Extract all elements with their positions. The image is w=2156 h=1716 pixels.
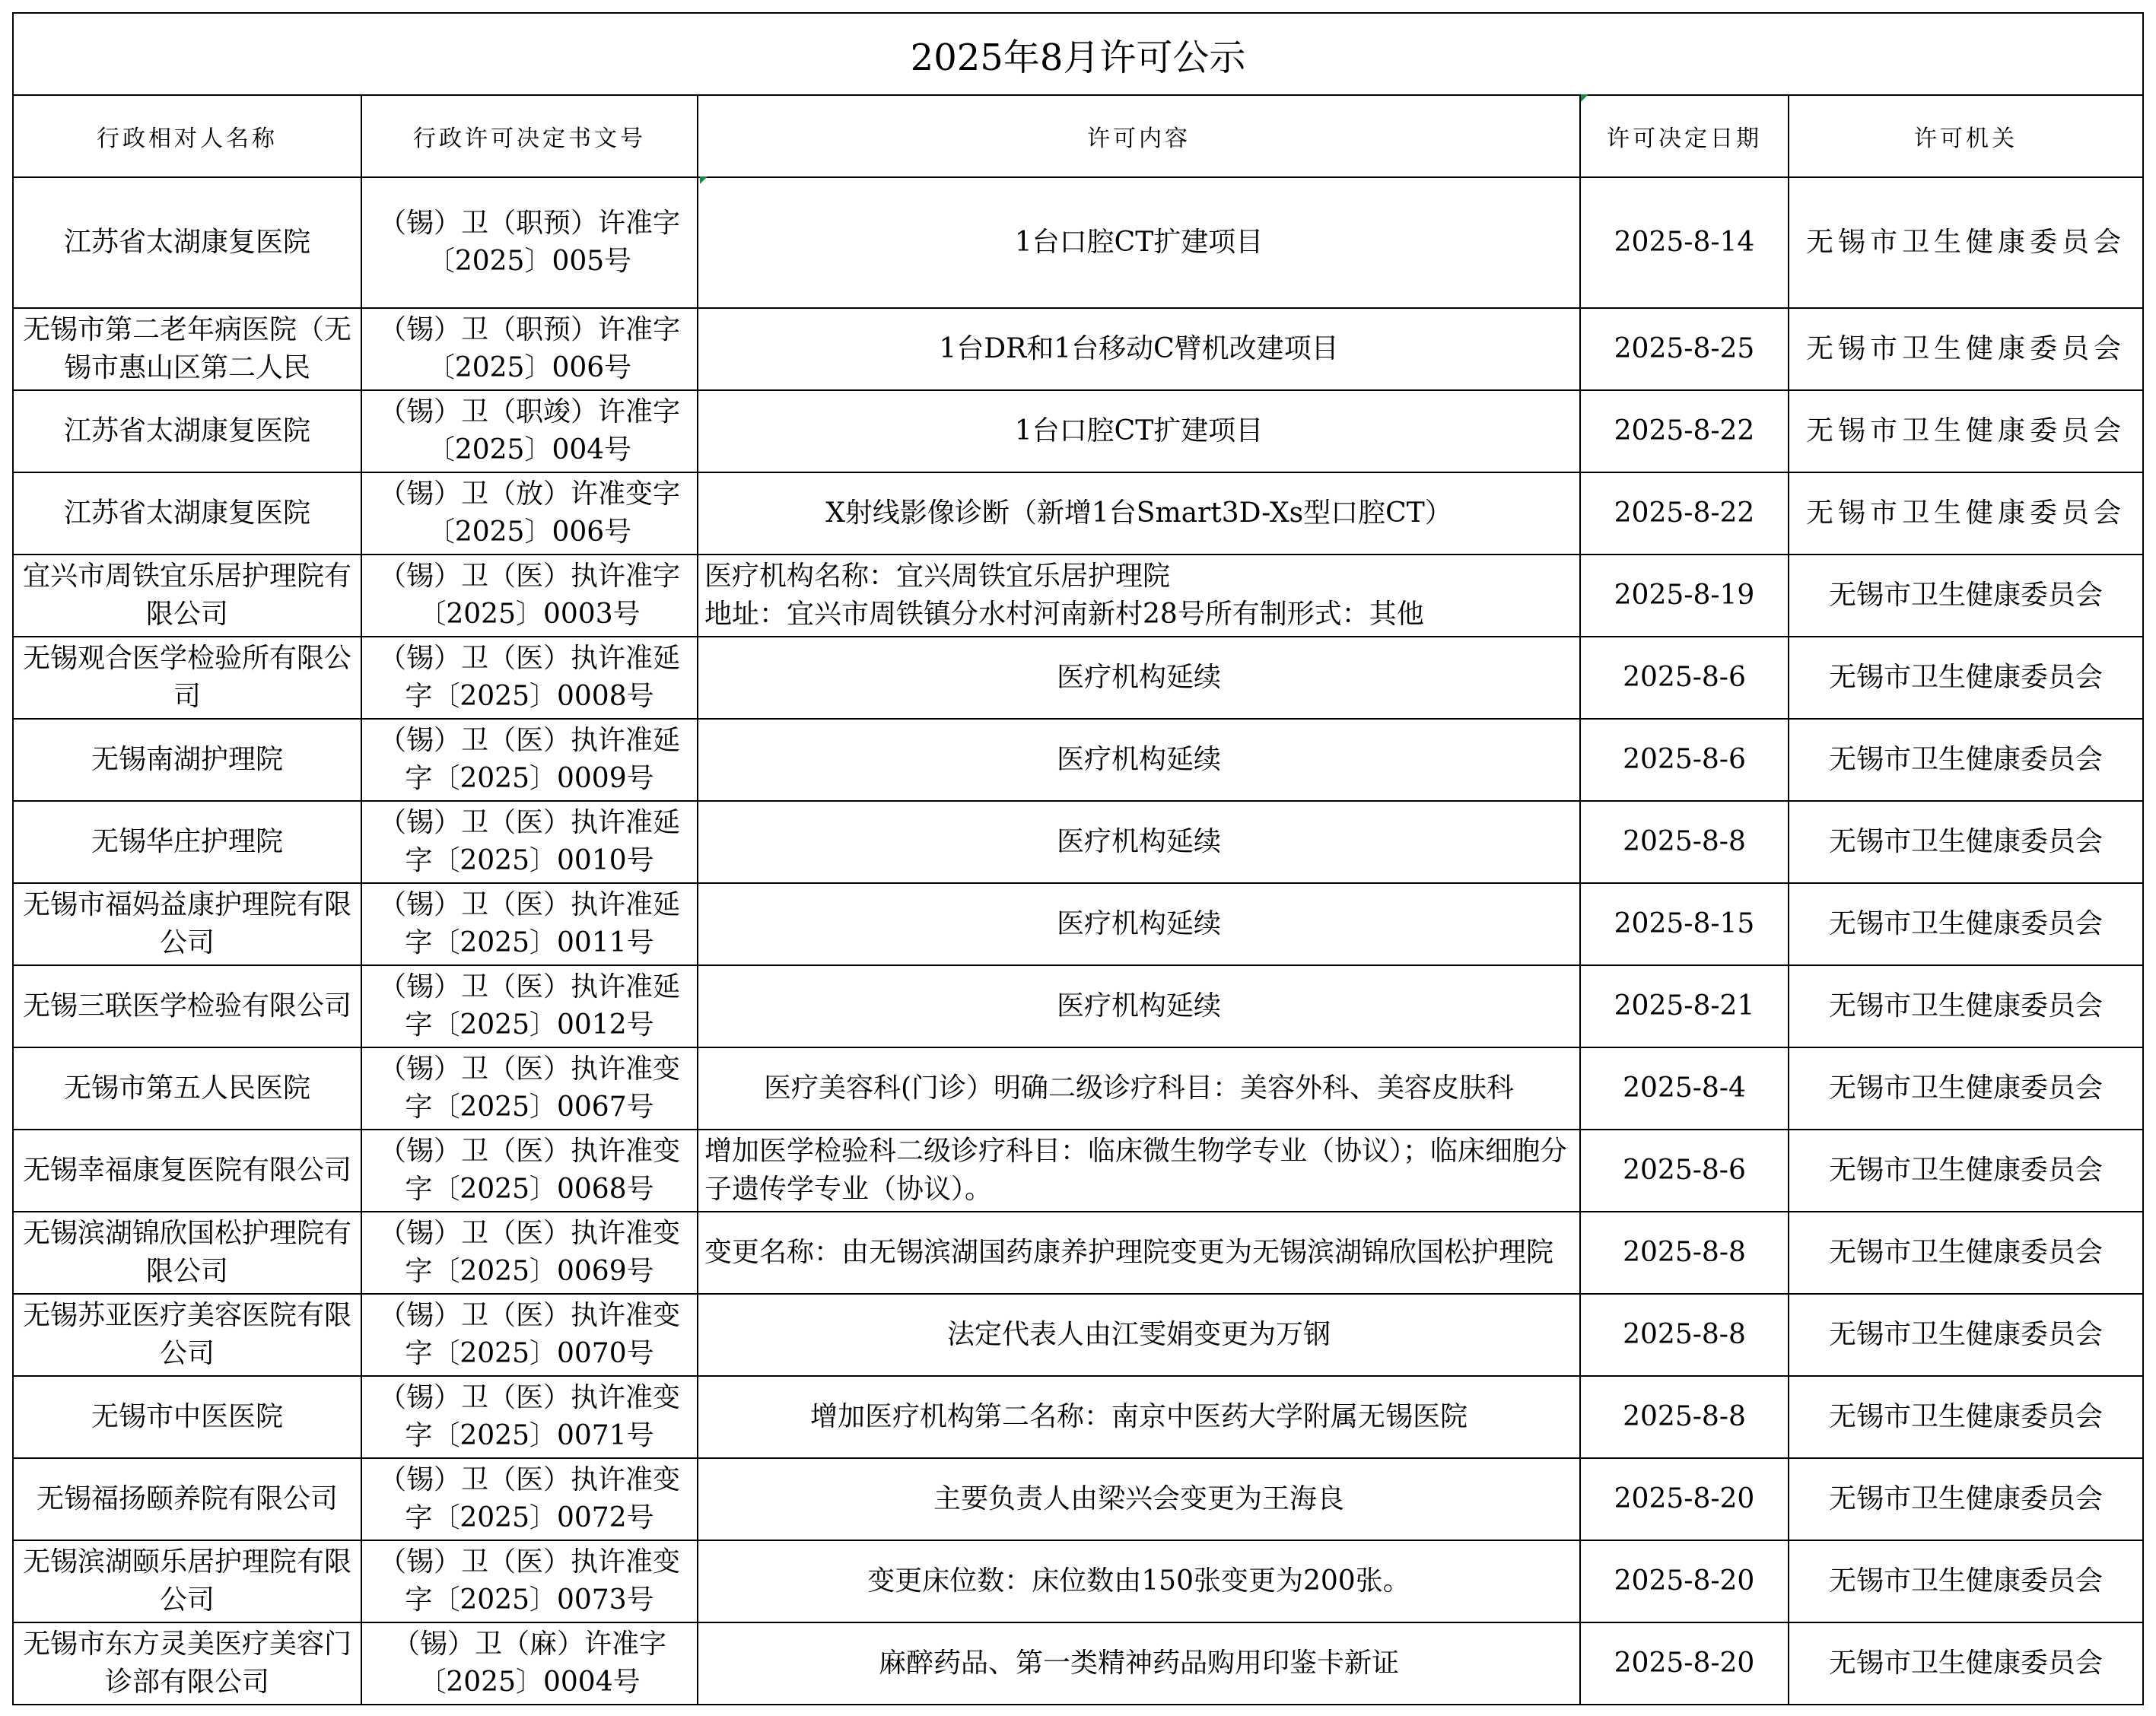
cell-party-name [13, 1458, 361, 1540]
cell-authority-text: 无锡市卫生健康委员会 [1829, 1565, 2104, 1597]
cell-decision-number [361, 1130, 698, 1212]
cell-decision-number [361, 177, 698, 308]
permit-content-line: 变更床位数：床位数由150张变更为200张。 [867, 1565, 1410, 1597]
cell-authority [1789, 1294, 2143, 1376]
cell-decision-date [1580, 965, 1789, 1047]
permit-content-text [704, 1644, 1573, 1683]
cell-decision-number [361, 883, 698, 965]
permit-content-line: 主要负责人由梁兴会变更为王海良 [933, 1483, 1344, 1514]
cell-decision-number-text: （锡）卫（医）执许准变字〔2025〕0070号 [378, 1300, 680, 1369]
cell-permit-content [698, 883, 1580, 965]
cell-party-name [13, 1622, 361, 1705]
cell-party-name-text: 无锡市中医医院 [91, 1401, 283, 1432]
table-row [13, 883, 2143, 965]
permit-content-line: X射线影像诊断（新增1台Smart3D-Xs型口腔CT） [825, 497, 1452, 529]
permit-content-line: 1台DR和1台移动C臂机改建项目 [939, 333, 1339, 364]
col-header-content: 许可内容 [698, 95, 1580, 177]
cell-party-name [13, 883, 361, 965]
cell-authority-text: 无锡市卫生健康委员会 [1829, 1319, 2104, 1350]
cell-decision-number [361, 1294, 698, 1376]
permit-content-text [704, 1562, 1573, 1600]
cell-party-name-text: 无锡滨湖颐乐居护理院有限公司 [22, 1546, 351, 1616]
cell-permit-content [698, 1212, 1580, 1294]
cell-authority [1789, 1130, 2143, 1212]
cell-permit-content [698, 308, 1580, 390]
cell-party-name-text: 无锡三联医学检验有限公司 [22, 990, 351, 1022]
permit-content-line: 医疗机构延续 [1056, 908, 1221, 939]
cell-permit-content [698, 1294, 1580, 1376]
permit-content-text [704, 1133, 1573, 1209]
cell-authority [1789, 177, 2143, 308]
cell-authority-text: 无锡市卫生健康委员会 [1829, 1648, 2104, 1679]
cell-permit-content [698, 1458, 1580, 1540]
cell-party-name-text: 无锡市福妈益康护理院有限公司 [22, 889, 351, 958]
cell-authority [1789, 1212, 2143, 1294]
cell-permit-content [698, 719, 1580, 801]
permit-content-line: 1台口腔CT扩建项目 [1014, 415, 1264, 446]
col-header-doc: 行政许可决定书文号 [361, 95, 698, 177]
cell-decision-date-text: 2025-8-6 [1623, 1155, 1746, 1186]
cell-party-name [13, 308, 361, 390]
cell-decision-date [1580, 637, 1789, 719]
cell-permit-content [698, 1130, 1580, 1212]
cell-authority [1789, 1047, 2143, 1130]
cell-decision-date [1580, 883, 1789, 965]
cell-decision-number-text: （锡）卫（职预）许准字〔2025〕005号 [378, 208, 680, 277]
cell-party-name [13, 472, 361, 555]
cell-decision-date-text: 2025-8-20 [1614, 1483, 1755, 1514]
table-row [13, 637, 2143, 719]
cell-authority-text: 无锡市卫生健康委员会 [1829, 1483, 2104, 1514]
permit-content-line: 医疗机构延续 [1056, 990, 1221, 1022]
cell-decision-date-text: 2025-8-25 [1614, 333, 1755, 364]
cell-authority-text: 无锡市卫生健康委员会 [1829, 826, 2104, 857]
table-row [13, 390, 2143, 472]
cell-decision-date [1580, 1540, 1789, 1622]
permit-content-line: 增加医疗机构第二名称：南京中医药大学附属无锡医院 [809, 1401, 1468, 1432]
cell-decision-date-text: 2025-8-8 [1623, 1237, 1746, 1268]
permit-content-text [704, 1069, 1573, 1107]
permit-content-text [704, 1480, 1573, 1518]
cell-authority [1789, 1540, 2143, 1622]
cell-comment-marker [700, 176, 708, 184]
cell-decision-number [361, 719, 698, 801]
table-row [13, 1130, 2143, 1212]
cell-authority [1789, 390, 2143, 472]
col-header-date: 许可决定日期 [1580, 95, 1789, 177]
table-row [13, 1376, 2143, 1458]
cell-authority [1789, 801, 2143, 883]
cell-authority-text: 无锡市卫生健康委员会 [1829, 744, 2104, 775]
cell-authority-text: 无锡市卫生健康委员会 [1806, 497, 2126, 529]
cell-party-name-text: 宜兴市周铁宜乐居护理院有限公司 [22, 561, 351, 630]
permit-content-text [704, 224, 1573, 262]
cell-party-name-text: 江苏省太湖康复医院 [63, 415, 310, 446]
cell-decision-date [1580, 1212, 1789, 1294]
cell-party-name-text: 无锡市第五人民医院 [63, 1072, 310, 1104]
cell-decision-date-text: 2025-8-6 [1623, 744, 1746, 775]
cell-authority [1789, 1458, 2143, 1540]
cell-authority [1789, 883, 2143, 965]
cell-party-name-text: 江苏省太湖康复医院 [63, 497, 310, 529]
table-row [13, 1294, 2143, 1376]
cell-decision-date-text: 2025-8-20 [1614, 1648, 1755, 1679]
table-row [13, 965, 2143, 1047]
col-header-name: 行政相对人名称 [13, 95, 361, 177]
permit-content-text [704, 494, 1573, 532]
cell-permit-content [698, 637, 1580, 719]
cell-authority [1789, 965, 2143, 1047]
cell-party-name [13, 719, 361, 801]
cell-decision-date [1580, 177, 1789, 308]
table-row [13, 1047, 2143, 1130]
permit-content-line: 增加医学检验科二级诊疗科目：临床微生物学专业（协议）；临床细胞分子遗传学专业（协议）。 [704, 1136, 1568, 1205]
cell-decision-number [361, 637, 698, 719]
table-row [13, 555, 2143, 637]
cell-decision-date [1580, 719, 1789, 801]
table-row [13, 1458, 2143, 1540]
cell-party-name-text: 无锡观合医学检验所有限公司 [22, 643, 351, 712]
cell-decision-date [1580, 801, 1789, 883]
table-row [13, 177, 2143, 308]
permit-content-line: 麻醉药品、第一类精神药品购用印鉴卡新证 [878, 1648, 1399, 1679]
cell-decision-number [361, 801, 698, 883]
cell-decision-number-text: （锡）卫（麻）许准字〔2025〕0004号 [392, 1629, 666, 1698]
cell-party-name [13, 1212, 361, 1294]
cell-permit-content [698, 1047, 1580, 1130]
cell-decision-number-text: （锡）卫（医）执许准字〔2025〕0003号 [378, 561, 680, 630]
cell-decision-number [361, 1540, 698, 1622]
permit-content-text [704, 1316, 1573, 1354]
cell-decision-number [361, 390, 698, 472]
cell-decision-date [1580, 555, 1789, 637]
cell-decision-number-text: （锡）卫（医）执许准延字〔2025〕0012号 [378, 971, 680, 1041]
table-row [13, 801, 2143, 883]
table-row [13, 1622, 2143, 1705]
cell-authority-text: 无锡市卫生健康委员会 [1829, 1072, 2104, 1104]
table-row [13, 1212, 2143, 1294]
cell-authority [1789, 719, 2143, 801]
cell-permit-content [698, 390, 1580, 472]
cell-party-name-text: 无锡市第二老年病医院（无锡市惠山区第二人民 [22, 314, 351, 383]
title-row [13, 13, 2143, 95]
permit-content-text [704, 905, 1573, 943]
cell-decision-number-text: （锡）卫（医）执许准变字〔2025〕0069号 [378, 1218, 680, 1287]
cell-decision-number [361, 1458, 698, 1540]
cell-authority-text: 无锡市卫生健康委员会 [1806, 415, 2126, 446]
cell-party-name [13, 177, 361, 308]
permit-sheet [12, 12, 2142, 1705]
permit-content-text [704, 412, 1573, 450]
permit-content-text [704, 659, 1573, 697]
cell-party-name-text: 无锡市东方灵美医疗美容门诊部有限公司 [22, 1629, 351, 1698]
cell-decision-date [1580, 1294, 1789, 1376]
cell-party-name [13, 965, 361, 1047]
cell-authority [1789, 472, 2143, 555]
permit-content-line: 法定代表人由江雯娟变更为万钢 [946, 1319, 1331, 1350]
permit-content-line: 1台口腔CT扩建项目 [1014, 227, 1264, 258]
cell-authority-text: 无锡市卫生健康委员会 [1829, 662, 2104, 693]
cell-decision-number-text: （锡）卫（医）执许准延字〔2025〕0009号 [378, 725, 680, 794]
cell-permit-content [698, 1540, 1580, 1622]
cell-decision-date [1580, 1047, 1789, 1130]
cell-authority [1789, 555, 2143, 637]
cell-authority-text: 无锡市卫生健康委员会 [1829, 1237, 2104, 1268]
cell-decision-date-text: 2025-8-19 [1614, 580, 1755, 611]
cell-decision-number [361, 1212, 698, 1294]
permit-content-text [704, 558, 1573, 634]
permit-content-line: 医疗机构延续 [1056, 744, 1221, 775]
cell-decision-date-text: 2025-8-4 [1623, 1072, 1746, 1104]
cell-decision-date-text: 2025-8-22 [1614, 415, 1755, 446]
col-header-org: 许可机关 [1789, 95, 2143, 177]
cell-decision-number-text: （锡）卫（医）执许准延字〔2025〕0008号 [378, 643, 680, 712]
cell-decision-date-text: 2025-8-8 [1623, 826, 1746, 857]
permit-content-line: 医疗美容科(门诊）明确二级诊疗科目：美容外科、美容皮肤科 [763, 1072, 1515, 1104]
cell-party-name-text: 无锡苏亚医疗美容医院有限公司 [22, 1300, 351, 1369]
cell-decision-number-text: （锡）卫（职预）许准字〔2025〕006号 [378, 314, 680, 383]
cell-decision-date [1580, 308, 1789, 390]
cell-authority-text: 无锡市卫生健康委员会 [1829, 580, 2104, 611]
cell-decision-number-text: （锡）卫（医）执许准变字〔2025〕0071号 [378, 1382, 680, 1451]
cell-party-name [13, 801, 361, 883]
cell-party-name [13, 1540, 361, 1622]
cell-decision-number [361, 472, 698, 555]
cell-party-name [13, 390, 361, 472]
cell-authority [1789, 637, 2143, 719]
cell-party-name [13, 1047, 361, 1130]
cell-permit-content [698, 1622, 1580, 1705]
cell-decision-date [1580, 1458, 1789, 1540]
cell-party-name [13, 1376, 361, 1458]
cell-permit-content [698, 801, 1580, 883]
cell-decision-number-text: （锡）卫（放）许准变字〔2025〕006号 [378, 478, 680, 548]
permit-content-line: 变更名称：由无锡滨湖国药康养护理院变更为无锡滨湖锦欣国松护理院 [704, 1237, 1554, 1268]
cell-permit-content [698, 472, 1580, 555]
permit-content-text [704, 1398, 1573, 1436]
cell-decision-date-text: 2025-8-22 [1614, 497, 1755, 529]
cell-party-name [13, 1130, 361, 1212]
cell-decision-date [1580, 1376, 1789, 1458]
cell-decision-number-text: （锡）卫（医）执许准延字〔2025〕0011号 [378, 889, 680, 958]
cell-authority-text: 无锡市卫生健康委员会 [1806, 333, 2126, 364]
cell-decision-date [1580, 390, 1789, 472]
cell-permit-content [698, 965, 1580, 1047]
cell-decision-date [1580, 1622, 1789, 1705]
cell-permit-content [698, 1376, 1580, 1458]
cell-decision-number [361, 555, 698, 637]
cell-decision-date-text: 2025-8-14 [1614, 227, 1755, 258]
cell-decision-number [361, 1622, 698, 1705]
cell-decision-number [361, 1376, 698, 1458]
cell-authority-text: 无锡市卫生健康委员会 [1829, 990, 2104, 1022]
cell-decision-number-text: （锡）卫（医）执许准延字〔2025〕0010号 [378, 807, 680, 876]
cell-decision-date-text: 2025-8-20 [1614, 1565, 1755, 1597]
cell-authority-text: 无锡市卫生健康委员会 [1829, 908, 2104, 939]
cell-permit-content [698, 177, 1580, 308]
permit-content-text [704, 987, 1573, 1025]
cell-authority [1789, 1622, 2143, 1705]
cell-decision-date [1580, 472, 1789, 555]
permit-table [12, 12, 2144, 1705]
table-row [13, 719, 2143, 801]
cell-decision-date-text: 2025-8-8 [1623, 1319, 1746, 1350]
cell-party-name-text: 无锡幸福康复医院有限公司 [22, 1155, 351, 1186]
cell-party-name-text: 无锡滨湖锦欣国松护理院有限公司 [22, 1218, 351, 1287]
permit-content-line: 医疗机构延续 [1056, 826, 1221, 857]
cell-decision-date-text: 2025-8-8 [1623, 1401, 1746, 1432]
cell-party-name-text: 无锡南湖护理院 [91, 744, 283, 775]
permit-content-line: 医疗机构名称：宜兴周铁宜乐居护理院 [704, 561, 1171, 592]
cell-decision-number [361, 1047, 698, 1130]
cell-decision-number [361, 308, 698, 390]
cell-authority [1789, 1376, 2143, 1458]
permit-content-text [704, 330, 1573, 368]
cell-permit-content [698, 555, 1580, 637]
cell-decision-number-text: （锡）卫（医）执许准变字〔2025〕0072号 [378, 1464, 680, 1533]
cell-party-name-text: 江苏省太湖康复医院 [63, 227, 310, 258]
cell-authority-text: 无锡市卫生健康委员会 [1829, 1155, 2104, 1186]
permit-content-line: 地址：宜兴市周铁镇分水村河南新村28号所有制形式：其他 [704, 599, 1424, 630]
cell-authority [1789, 308, 2143, 390]
cell-party-name-text: 无锡华庄护理院 [91, 826, 283, 857]
table-row [13, 1540, 2143, 1622]
cell-decision-number [361, 965, 698, 1047]
cell-decision-number-text: （锡）卫（医）执许准变字〔2025〕0067号 [378, 1053, 680, 1123]
cell-party-name [13, 637, 361, 719]
cell-decision-date-text: 2025-8-6 [1623, 662, 1746, 693]
cell-decision-number-text: （锡）卫（职竣）许准字〔2025〕004号 [378, 396, 680, 466]
permit-content-text [704, 823, 1573, 861]
header-row [13, 95, 2143, 177]
cell-decision-date-text: 2025-8-15 [1614, 908, 1755, 939]
cell-decision-date [1580, 1130, 1789, 1212]
page-title: 2025年8月许可公示 [13, 13, 2143, 95]
permit-content-text [704, 741, 1573, 779]
permit-content-line: 医疗机构延续 [1056, 662, 1221, 693]
permit-content-text [704, 1234, 1573, 1272]
cell-party-name-text: 无锡福扬颐养院有限公司 [36, 1483, 338, 1514]
cell-comment-marker [1581, 94, 1588, 102]
table-row [13, 308, 2143, 390]
cell-authority-text: 无锡市卫生健康委员会 [1829, 1401, 2104, 1432]
cell-party-name [13, 1294, 361, 1376]
cell-decision-number-text: （锡）卫（医）执许准变字〔2025〕0068号 [378, 1136, 680, 1205]
cell-decision-date-text: 2025-8-21 [1614, 990, 1755, 1022]
cell-authority-text: 无锡市卫生健康委员会 [1806, 227, 2126, 258]
table-row [13, 472, 2143, 555]
cell-decision-number-text: （锡）卫（医）执许准变字〔2025〕0073号 [378, 1546, 680, 1616]
cell-party-name [13, 555, 361, 637]
